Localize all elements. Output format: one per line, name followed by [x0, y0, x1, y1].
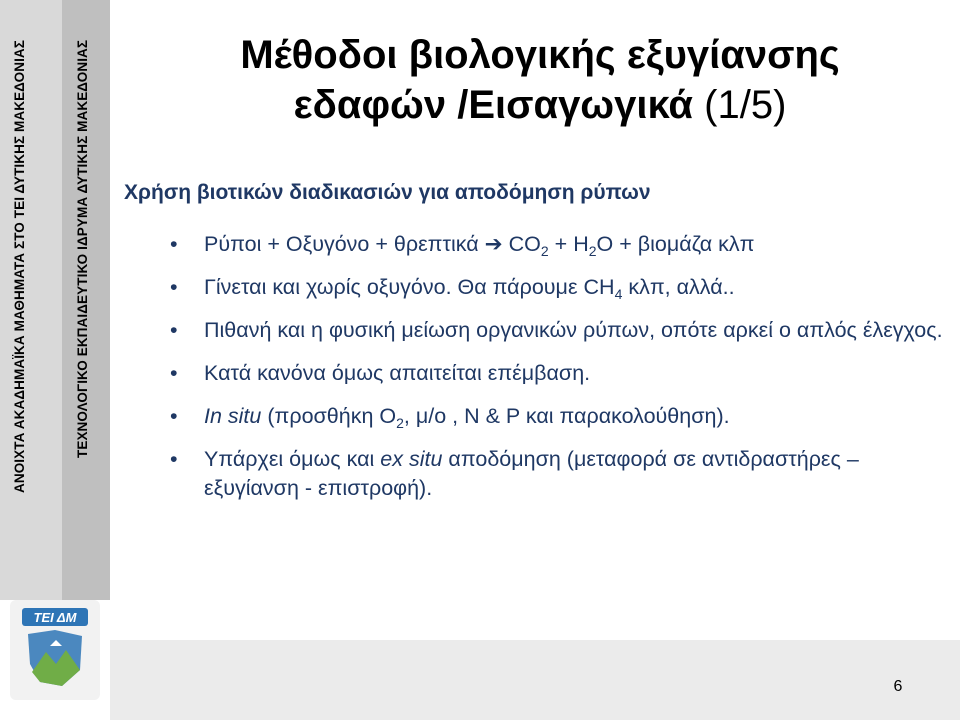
logo-text: ΤΕΙ ΔΜ [33, 610, 77, 625]
bullet-item: • Κατά κανόνα όμως απαιτείται επέμβαση. [170, 359, 950, 388]
sidebar-text-inner: ΤΕΧΝΟΛΟΓΙΚΟ ΕΚΠΑΙΔΕΥΤΙΚΟ ΙΔΡΥΜΑ ΔΥΤΙΚΗΣ ΜΑΚΕΔΟΝΙΑΣ [75, 40, 90, 459]
page-number: 6 [893, 678, 903, 695]
slide-title-part: (1/5) [693, 83, 787, 127]
bullet-item: • Ρύποι + Οξυγόνο + θρεπτικά ➔ $CO_2 + H_2O + \beta\iota o\mu ά\zeta\alpha$ κλπ [170, 230, 950, 259]
tei-logo [10, 600, 100, 700]
slide-subtitle: Χρήση βιοτικών διαδικασιών για αποδόμηση ρύπων [124, 181, 651, 204]
sidebar-text-outer: ΑΝΟΙΧΤΑ ΑΚΑΔΗΜΑΪΚΑ ΜΑΘΗΜΑΤΑ ΣΤΟ ΤΕΙ ΔΥΤΙΚΗΣ ΜΑΚΕΔΟΝΙΑΣ [12, 40, 27, 493]
bullet-item: • In situ (προσθήκη $O_2$, μ/ο , N & P και παρακολούθηση). [170, 402, 950, 431]
bullet-item: • Πιθανή και η φυσική μείωση οργανικών ρύπων, οπότε αρκεί ο απλός έλεγχος. [170, 316, 950, 345]
footer-bar [110, 640, 960, 720]
sidebar-band-outer [0, 0, 62, 600]
slide-title-main: Μέθοδοι βιολογικής εξυγίανσης εδαφών /Εισαγωγικά [240, 33, 840, 127]
bullet-list [170, 230, 950, 503]
bullet-item: • Γίνεται και χωρίς οξυγόνο. Θα πάρουμε $CH_4$ κλπ, αλλά.. [170, 273, 950, 302]
slide-title [160, 30, 920, 130]
tei-logo-icon [10, 600, 100, 700]
bullet-item: • Υπάρχει όμως και ex situ αποδόμηση (μεταφορά σε αντιδραστήρες –εξυγίανση - επιστροφή). [170, 445, 950, 503]
arrow-icon: ➔ [484, 232, 503, 256]
